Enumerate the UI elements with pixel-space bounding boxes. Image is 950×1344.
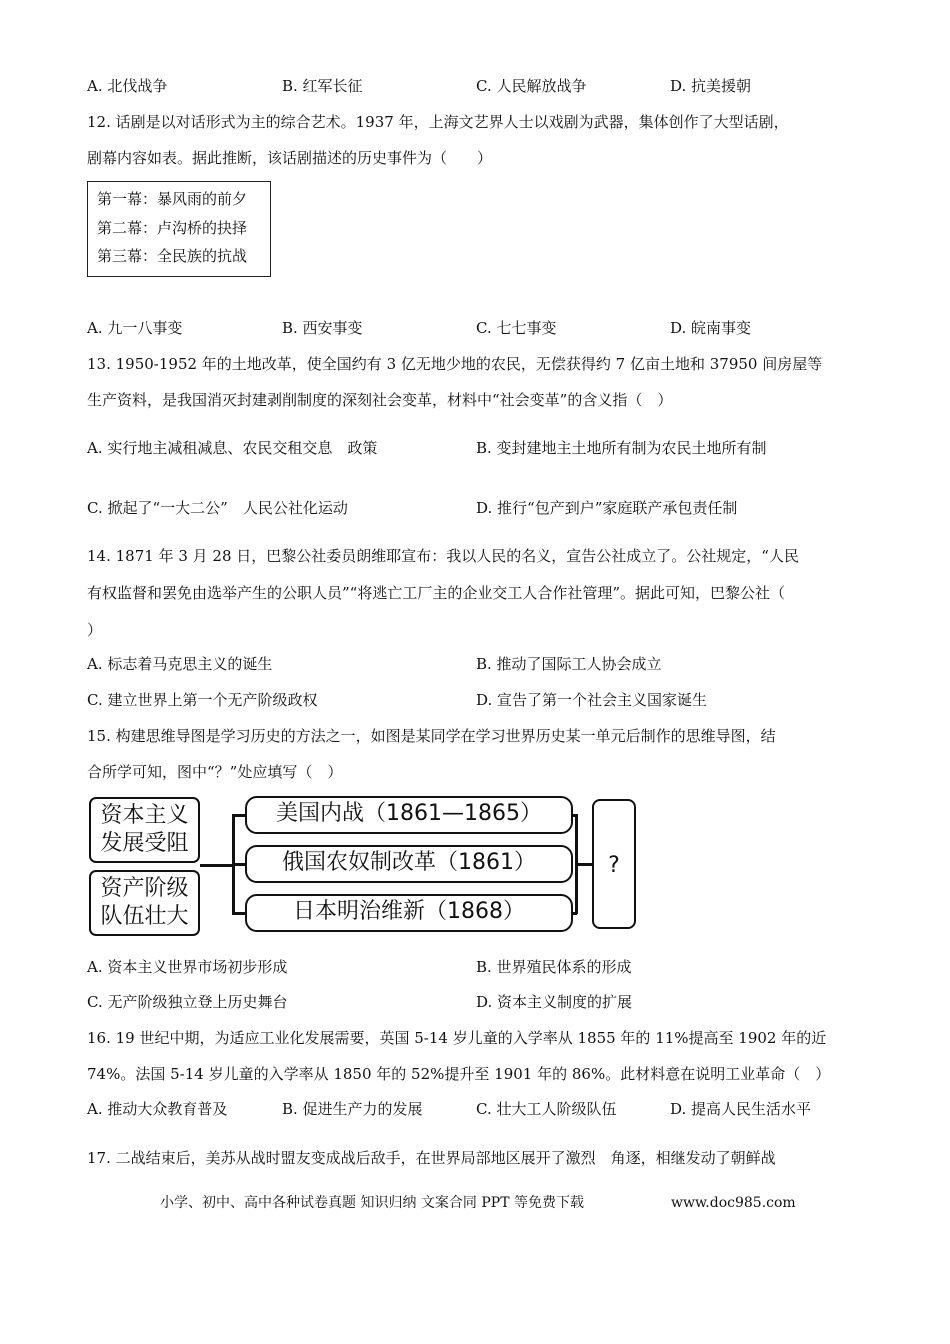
q12-option-a: A. 九一八事变: [87, 319, 183, 337]
mindmap-box-question: ?: [592, 799, 636, 929]
q13-stem-line2: 生产资料，是我国消灭封建剥削制度的深刻社会变革，材料中“社会变革”的含义指（ ）: [87, 391, 673, 409]
q13-option-a: A. 实行地主减租减息、农民交租交息 政策: [87, 439, 378, 457]
scene-1: 第一幕：暴风雨的前夕: [97, 190, 248, 208]
q15-option-c: C. 无产阶级独立登上历史舞台: [87, 993, 288, 1011]
mindmap-text: 资本主义: [100, 803, 189, 828]
q14-option-b: B. 推动了国际工人协会成立: [476, 655, 662, 673]
mindmap-box-meiji-restoration: 日本明治维新（1868）: [245, 894, 573, 932]
scene-table: [87, 181, 271, 277]
mindmap-text: 队伍壮大: [100, 904, 189, 929]
q14-option-a: A. 标志着马克思主义的诞生: [87, 655, 273, 673]
scene-2: 第二幕：卢沟桥的抉择: [97, 219, 248, 237]
q11-option-d: D. 抗美援朝: [670, 77, 752, 95]
mindmap-connector: [573, 912, 577, 915]
q13-option-b: B. 变封建地主土地所有制为农民土地所有制: [476, 439, 767, 457]
q11-option-b: B. 红军长征: [282, 77, 363, 95]
q14-option-c: C. 建立世界上第一个无产阶级政权: [87, 691, 318, 709]
q16-option-b: B. 促进生产力的发展: [282, 1100, 423, 1118]
mindmap-box-bourgeoisie-grow: [89, 870, 200, 936]
q11-option-c: C. 人民解放战争: [476, 77, 587, 95]
q16-option-a: A. 推动大众教育普及: [87, 1100, 228, 1118]
q16-stem-line2: 74%。法国 5-14 岁儿童的入学率从 1850 年的 52%提升至 1901 年的 86%。此材料意在说明工业革命（ ）: [87, 1065, 831, 1083]
mindmap-box-us-civil-war: 美国内战（1861—1865）: [245, 796, 573, 834]
mindmap-connector: [232, 912, 246, 915]
q16-option-d: D. 提高人民生活水平: [670, 1100, 812, 1118]
q14-stem-line1: 14. 1871 年 3 月 28 日，巴黎公社委员朗维耶宣布：我以人民的名义，宣告公社成立了。公社规定，“人民: [87, 547, 799, 565]
q12-option-c: C. 七七事变: [476, 319, 557, 337]
q12-stem-line2: 剧幕内容如表。据此推断，该话剧描述的历史事件为（ ）: [87, 149, 493, 167]
q15-option-d: D. 资本主义制度的扩展: [476, 993, 633, 1011]
q15-option-a: A. 资本主义世界市场初步形成: [87, 958, 288, 976]
mindmap-connector: [575, 863, 593, 866]
mindmap-connector: [200, 864, 234, 867]
q15-stem-line2: 合所学可知，图中“？”处应填写（ ）: [87, 763, 343, 781]
footer-url[interactable]: www.doc985.com: [671, 1195, 796, 1211]
q11-option-a: A. 北伐战争: [87, 77, 168, 95]
mindmap-connector: [232, 814, 246, 817]
q13-option-d: D. 推行“包产到户”家庭联产承包责任制: [476, 499, 738, 517]
q17-stem-line1: 17. 二战结束后，美苏从战时盟友变成战后敌手，在世界局部地区展开了激烈 角逐，相继发动了朝鲜战: [87, 1149, 776, 1167]
q14-stem-line2: 有权监督和罢免由选举产生的公职人员”“将逃亡工厂主的企业交工人合作社管理”。据此可知，巴黎公社（: [87, 584, 786, 602]
mindmap-box-capitalism-blocked: [89, 797, 200, 863]
q12-option-b: B. 西安事变: [282, 319, 363, 337]
mindmap-text: 发展受阻: [100, 831, 189, 856]
q14-stem-line3: ）: [87, 621, 103, 639]
q12-option-d: D. 皖南事变: [670, 319, 752, 337]
mindmap-text: 资产阶级: [100, 876, 189, 901]
q16-option-c: C. 壮大工人阶级队伍: [476, 1100, 617, 1118]
q14-option-d: D. 宣告了第一个社会主义国家诞生: [476, 691, 708, 709]
q12-stem-line1: 12. 话剧是以对话形式为主的综合艺术。1937 年，上海文艺界人士以戏剧为武器，集体创作了大型话剧，: [87, 113, 789, 131]
q13-option-c: C. 掀起了“一大二公” 人民公社化运动: [87, 499, 348, 517]
q15-stem-line1: 15. 构建思维导图是学习历史的方法之一，如图是某同学在学习世界历史某一单元后制作的思维导图，结: [87, 727, 776, 745]
scene-3: 第三幕：全民族的抗战: [97, 247, 248, 265]
q13-stem-line1: 13. 1950-1952 年的土地改革，使全国约有 3 亿无地少地的农民，无偿获得约 7 亿亩土地和 37950 间房屋等: [87, 355, 823, 373]
mindmap-connector: [232, 863, 246, 866]
q15-option-b: B. 世界殖民体系的形成: [476, 958, 632, 976]
q16-stem-line1: 16. 19 世纪中期，为适应工业化发展需要，英国 5-14 岁儿童的入学率从 1855 年的 11%提高至 1902 年的近: [87, 1029, 827, 1047]
mindmap-box-russia-reform: 俄国农奴制改革（1861）: [245, 845, 573, 883]
footer-text: 小学、初中、高中各种试卷真题 知识归纳 文案合同 PPT 等免费下载: [160, 1195, 584, 1211]
